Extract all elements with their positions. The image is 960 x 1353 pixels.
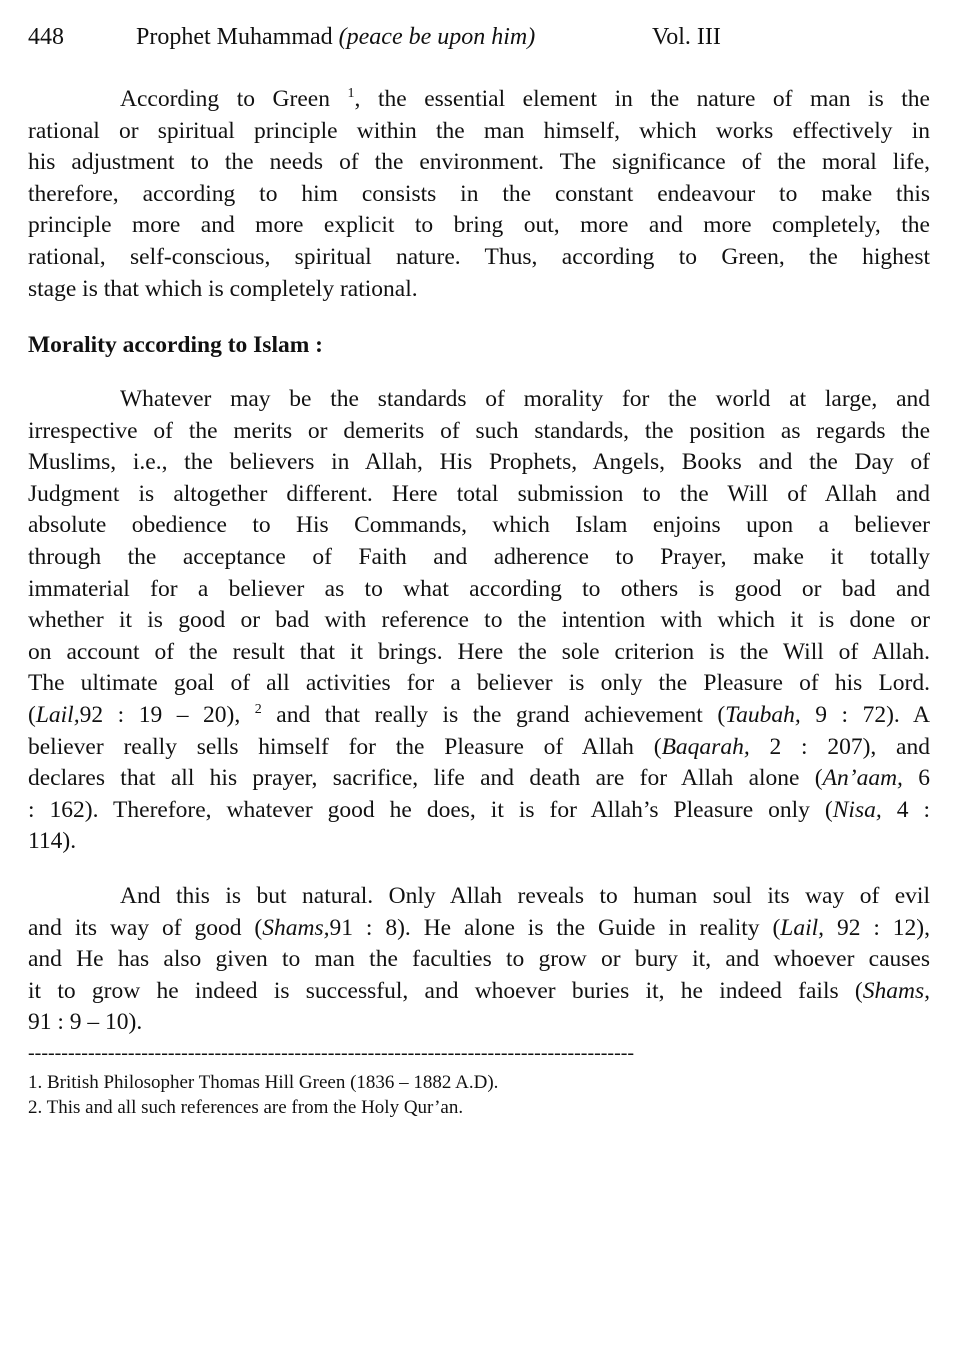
paragraph-2 xyxy=(28,384,930,858)
text-run: believer really sells himself for the Pleasure of Allah ( xyxy=(28,733,662,760)
text-line xyxy=(28,637,930,669)
footnote-1: 1. British Philosopher Thomas Hill Green (1836 – 1882 A.D). xyxy=(28,1072,499,1093)
footnote-divider: ------------------------------------------------------------------------------------------- xyxy=(28,1042,635,1064)
text-run: 92 : 12), xyxy=(824,914,931,941)
text-line xyxy=(28,763,930,795)
text-line xyxy=(28,479,930,511)
citation-italic: An’aam, xyxy=(822,765,903,792)
text-line xyxy=(28,976,930,1008)
text-line xyxy=(28,84,930,116)
text-run: stage is that which is completely rational. xyxy=(28,275,418,302)
running-title xyxy=(136,22,535,52)
text-run: declares that all his prayer, sacrifice, life and death are for Allah alone ( xyxy=(28,765,823,792)
text-run: principle more and more explicit to bring out, more and more completely, the xyxy=(28,212,930,239)
text-line xyxy=(28,447,930,479)
text-line xyxy=(28,542,930,574)
text-run: , the essential element in the nature of man is the xyxy=(354,86,930,112)
text-run: his adjustment to the needs of the environment. The significance of the moral life, xyxy=(28,149,930,176)
text-line xyxy=(28,795,930,827)
text-run: irrespective of the merits or demerits of such standards, the position as regards the xyxy=(28,417,930,444)
text-line xyxy=(28,116,930,148)
citation-italic: Baqarah, xyxy=(661,733,750,760)
text-run: The ultimate goal of all activities for a believer is only the Pleasure of his Lord. xyxy=(28,670,930,697)
text-line xyxy=(28,510,930,542)
text-run: rational or spiritual principle within the man himself, which works effectively in xyxy=(28,117,930,144)
text-run: and that really is the grand achievement ( xyxy=(261,701,726,728)
text-line xyxy=(28,384,930,416)
text-line xyxy=(28,700,930,732)
citation-italic: Taubah, xyxy=(725,701,801,728)
text-line xyxy=(28,668,930,700)
text-run: Muslims, i.e., the believers in Allah, His Prophets, Angels, Books and the Day of xyxy=(28,449,930,476)
text-run: and He has also given to man the faculties to grow or bury it, and whoever causes xyxy=(28,946,930,973)
citation-italic: Shams, xyxy=(262,914,330,941)
text-line xyxy=(28,210,930,242)
section-heading: Morality according to Islam : xyxy=(28,332,324,358)
running-title-italic: (peace be upon him) xyxy=(338,24,536,50)
text-run: rational, self-conscious, spiritual nature. Thus, according to Green, the highest xyxy=(28,243,930,270)
text-run: 92 : 19 – 20), xyxy=(79,701,255,728)
text-run: Judgment is altogether different. Here total submission to the Will of Allah and xyxy=(28,480,930,507)
page-number: 448 xyxy=(28,24,64,50)
text-run: ( xyxy=(28,701,36,728)
text-run: : 162). Therefore, whatever good he does, it is for Allah’s Pleasure only ( xyxy=(28,796,833,823)
footnote-ref: 1 xyxy=(347,86,355,101)
paragraph-3 xyxy=(28,881,930,1039)
text-run: 6 xyxy=(902,765,930,792)
text-line xyxy=(28,881,930,913)
text-run: Whatever may be the standards of morality for the world at large, and xyxy=(120,386,930,412)
text-run: 9 : 72). A xyxy=(800,701,930,728)
citation-italic: Lail, xyxy=(780,914,825,941)
text-run: therefore, according to him consists in the constant endeavour to make this xyxy=(28,180,930,207)
text-line xyxy=(28,179,930,211)
text-run: and its way of good ( xyxy=(28,914,263,941)
footnote-2: 2. This and all such references are from the Holy Qur’an. xyxy=(28,1097,464,1118)
text-line xyxy=(28,147,930,179)
text-run: 2 : 207), and xyxy=(749,733,930,760)
text-line xyxy=(28,274,930,306)
text-line xyxy=(28,605,930,637)
text-line xyxy=(28,944,930,976)
citation-italic: Shams, xyxy=(862,977,930,1004)
text-run: 4 : xyxy=(881,796,930,823)
text-run: 114). xyxy=(28,828,77,855)
text-line xyxy=(28,732,930,764)
citation-italic: Lail, xyxy=(35,701,80,728)
citation-italic: Nisa, xyxy=(832,796,882,823)
text-run: 91 : 9 – 10). xyxy=(28,1009,143,1036)
text-run: it to grow he indeed is successful, and whoever buries it, he indeed fails ( xyxy=(28,977,863,1004)
text-run: According to Green xyxy=(120,86,348,112)
text-line xyxy=(28,574,930,606)
text-run: on account of the result that it brings. Here the sole criterion is the Will of Allah. xyxy=(28,638,930,665)
volume-label: Vol. III xyxy=(652,24,721,50)
text-line xyxy=(28,913,930,945)
text-line xyxy=(28,1007,930,1039)
text-line xyxy=(28,826,930,858)
text-run: through the acceptance of Faith and adherence to Prayer, make it totally xyxy=(28,543,930,570)
text-run: whether it is good or bad with reference to the intention with which it is done or xyxy=(28,607,930,634)
text-run: absolute obedience to His Commands, which Islam enjoins upon a believer xyxy=(28,512,930,539)
text-run: And this is but natural. Only Allah reveals to human soul its way of evil xyxy=(120,883,930,909)
text-line xyxy=(28,416,930,448)
running-title-main: Prophet Muhammad xyxy=(136,24,339,50)
text-line xyxy=(28,242,930,274)
text-run: immaterial for a believer as to what according to others is good or bad and xyxy=(28,575,930,602)
paragraph-1 xyxy=(28,84,930,305)
footnote-ref: 2 xyxy=(254,701,262,717)
text-run: 91 : 8). He alone is the Guide in reality ( xyxy=(329,914,781,941)
